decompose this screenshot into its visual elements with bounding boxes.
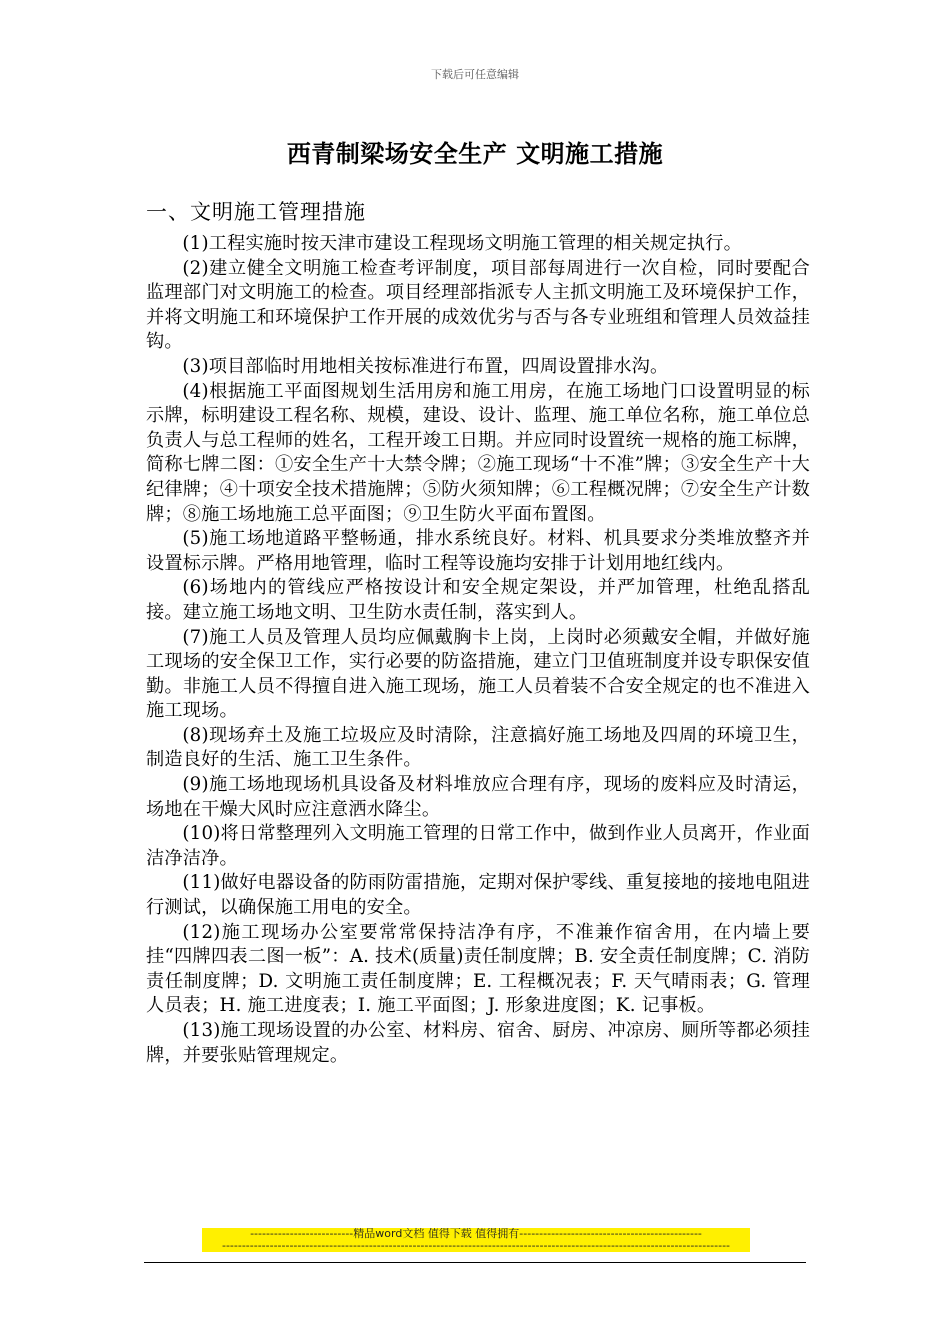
paragraph-5: (5)施工场地道路平整畅通，排水系统良好。材料、机具要求分类堆放整齐并设置标示牌。严格用地管理，临时工程等设施均安排于计划用地红线内。: [146, 528, 810, 574]
footer-line-2: --------------------------------------------------------------------------------------------------------------------------------: [221, 1239, 731, 1252]
section-body: [146, 232, 810, 1068]
paragraph-3: (3)项目部临时用地相关按标准进行布置，四周设置排水沟。: [182, 355, 669, 377]
footer-line-1: --------------------------精品word文档 值得下载 值得拥有----------------------------------------------: [250, 1228, 702, 1240]
paragraph-13: (13)施工现场设置的办公室、材料房、宿舍、厨房、冲凉房、厕所等都必须挂牌，并要张贴管理规定。: [146, 1020, 810, 1066]
footer-banner: [202, 1228, 750, 1252]
paragraph-7: (7)施工人员及管理人员均应佩戴胸卡上岗，上岗时必须戴安全帽，并做好施工现场的安全保卫工作，实行必要的防盗措施，建立门卫值班制度并设专职保安值勤。非施工人员不得擅自进入施工现场，施工人员着装不合安全规定的也不准进入施工现场。: [146, 626, 810, 722]
section-heading: 一、文明施工管理措施: [146, 200, 366, 224]
paragraph-12: (12)施工现场办公室要常常保持洁净有序，不准兼作宿舍用，在内墙上要挂“四牌四表二图一板”：A. 技术(质量)责任制度牌；B. 安全责任制度牌；C. 消防责任制度牌；D. 文明施工责任制度牌；E. 工程概况表；F. 天气晴雨表；G. 管理人员表；H. 施工进度表；I. 施工平面图；J. 形象进度图；K. 记事板。: [146, 921, 810, 1017]
paragraph-9: (9)施工场地现场机具设备及材料堆放应合理有序，现场的废料应及时清运，场地在干燥大风时应注意洒水降尘。: [146, 774, 810, 820]
header-note: 下载后可任意编辑: [431, 68, 519, 81]
paragraph-2: (2)建立健全文明施工检查考评制度，项目部每周进行一次自检，同时要配合监理部门对文明施工的检查。项目经理部指派专人主抓文明施工及环境保护工作，并将文明施工和环境保护工作开展的成效优劣与否与各专业班组和管理人员效益挂钩。: [146, 257, 810, 353]
paragraph-8: (8)现场弃土及施工垃圾应及时清除，注意搞好施工场地及四周的环境卫生，制造良好的生活、施工卫生条件。: [146, 724, 810, 771]
paragraph-1: (1)工程实施时按天津市建设工程现场文明施工管理的相关规定执行。: [182, 233, 742, 254]
paragraph-4: (4)根据施工平面图规划生活用房和施工用房，在施工场地门口设置明显的标示牌，标明建设工程名称、规模，建设、设计、监理、施工单位名称，施工单位总负责人与总工程师的姓名，工程开竣工日期。并应同时设置统一规格的施工标牌，简称七牌二图：①安全生产十大禁令牌；②施工现场“十不准”牌；③安全生产十大纪律牌；④十项安全技术措施牌；⑤防火须知牌；⑥工程概况牌；⑦安全生产计数牌；⑧施工场地施工总平面图；⑨卫生防火平面布置图。: [146, 380, 810, 525]
footer-divider: [144, 1262, 806, 1263]
paragraph-10: (10)将日常整理列入文明施工管理的日常工作中，做到作业人员离开，作业面洁净洁净。: [146, 823, 810, 869]
paragraph-6: (6)场地内的管线应严格按设计和安全规定架设，并严加管理，杜绝乱搭乱接。建立施工场地文明、卫生防水责任制，落实到人。: [146, 577, 810, 623]
paragraph-11: (11)做好电器设备的防雨防雷措施，定期对保护零线、重复接地的接地电阻进行测试，以确保施工用电的安全。: [146, 872, 810, 919]
document-title: 西青制梁场安全生产 文明施工措施: [286, 140, 664, 168]
